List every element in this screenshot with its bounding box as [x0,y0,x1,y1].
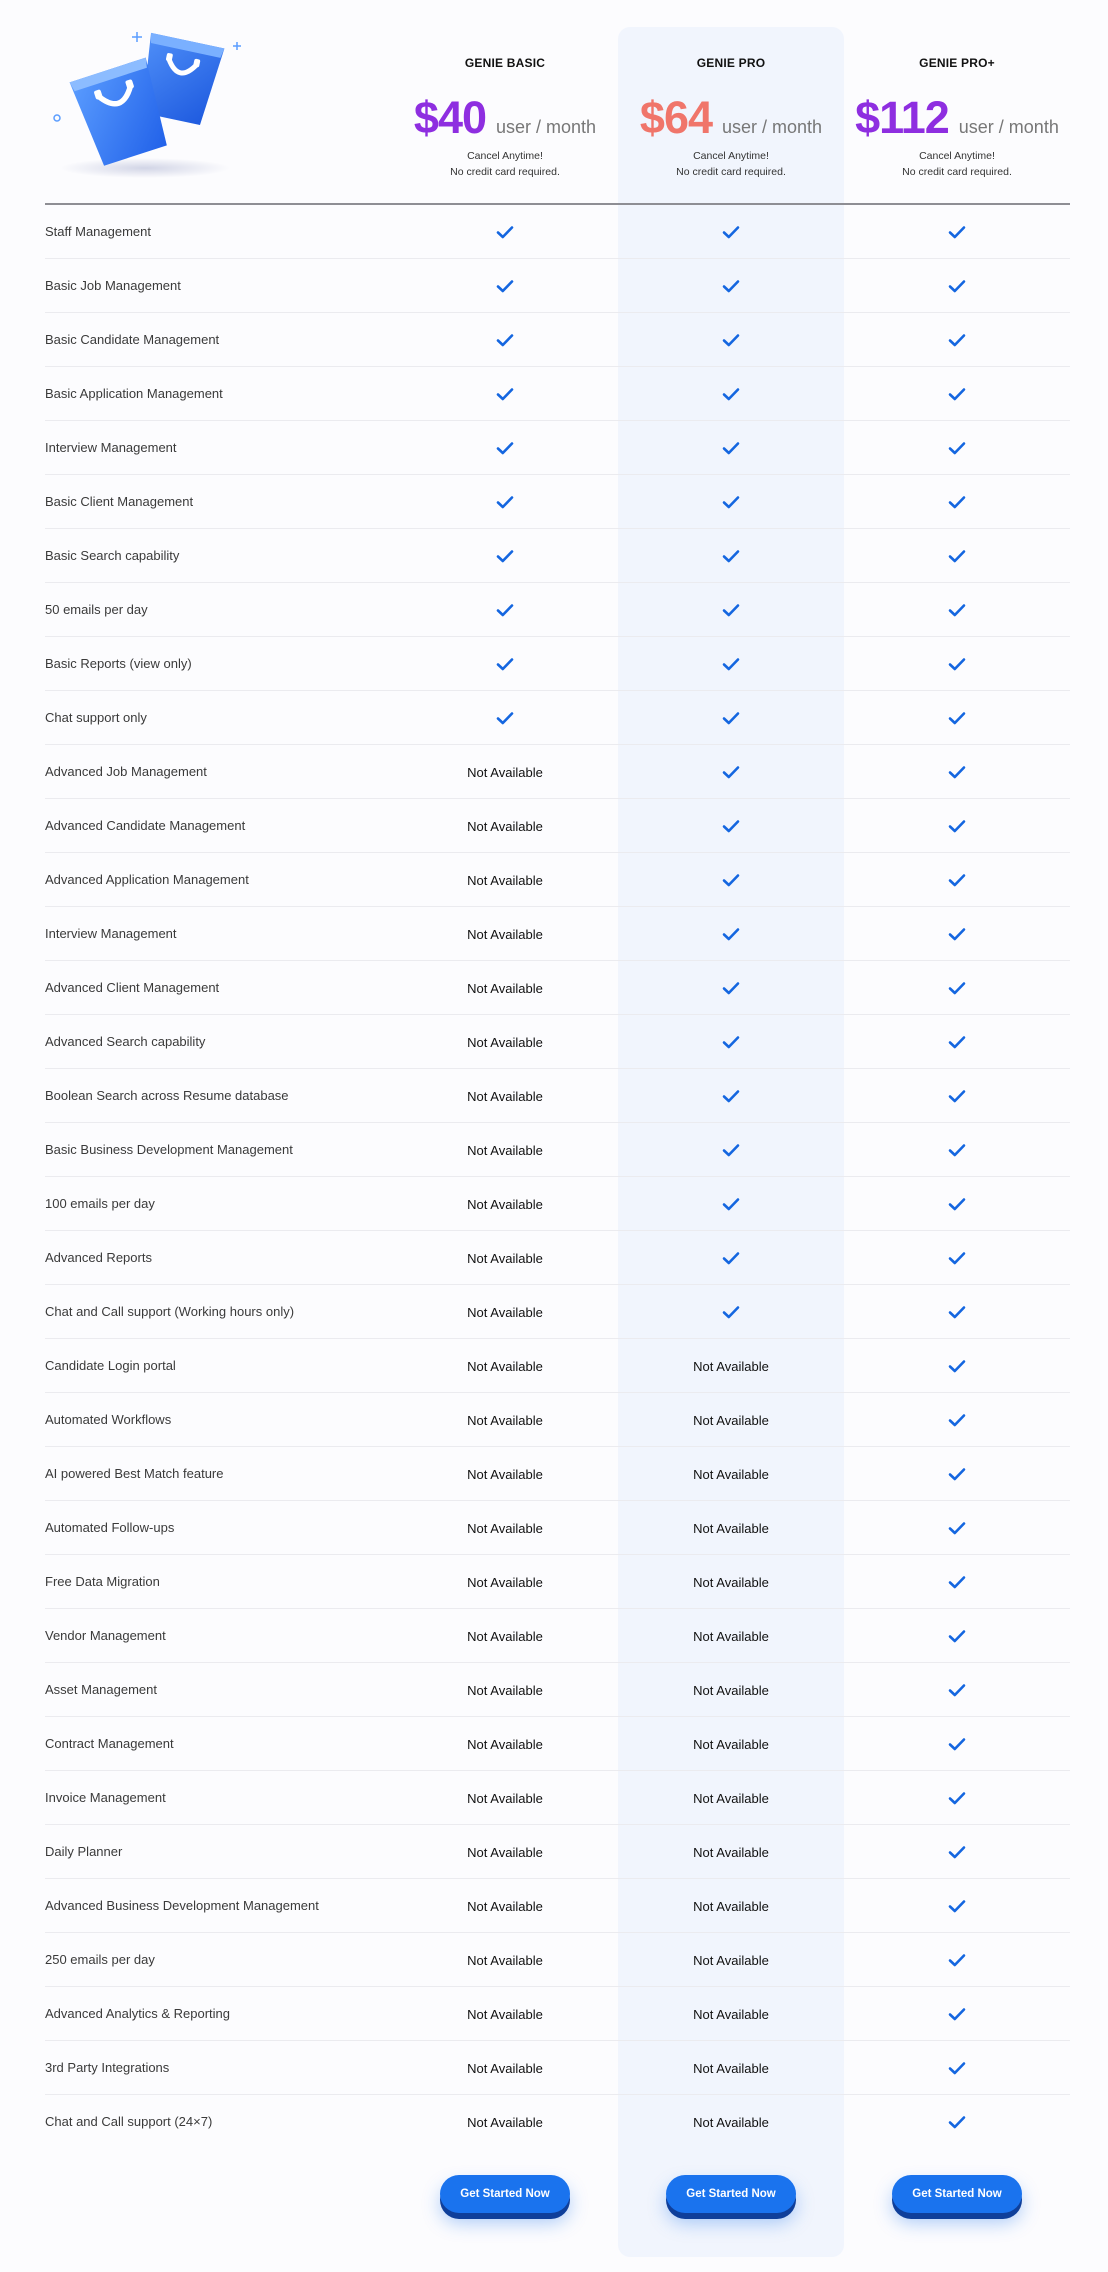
plan-name: GENIE PRO [696,56,766,70]
feature-name: 250 emails per day [45,1952,155,1967]
table-row [45,745,1070,799]
not-available-text: Not Available [693,1520,769,1536]
not-available-label [618,1879,844,1933]
check-icon [844,421,1070,475]
not-available-text: Not Available [467,1358,543,1374]
table-row [45,691,1070,745]
table-row [45,583,1070,637]
table-row [45,799,1070,853]
check-icon [844,529,1070,583]
get-started-pro-button[interactable]: Get Started Now [666,2175,796,2213]
check-icon [844,205,1070,259]
plan-name: GENIE PRO+ [919,56,995,70]
feature-name: Advanced Analytics & Reporting [45,2006,230,2021]
table-row [45,1717,1070,1771]
not-available-text: Not Available [693,2060,769,2076]
check-icon [618,907,844,961]
feature-name: Advanced Business Development Management [45,1898,319,1913]
not-available-text: Not Available [467,2060,543,2076]
not-available-label [392,1015,618,1069]
not-available-text: Not Available [467,1250,543,1266]
plan-price: $40 [413,92,487,143]
not-available-label [618,1825,844,1879]
check-icon [618,1015,844,1069]
check-icon [844,1879,1070,1933]
check-icon [844,853,1070,907]
not-available-label [392,745,618,799]
feature-name: 3rd Party Integrations [45,2060,170,2075]
not-available-text: Not Available [693,1736,769,1752]
not-available-label [392,853,618,907]
feature-name: Contract Management [45,1736,174,1751]
feature-name: Interview Management [45,926,177,941]
check-icon [618,745,844,799]
table-row [45,961,1070,1015]
not-available-label [392,1069,618,1123]
feature-name: Chat support only [45,710,147,725]
feature-name: Basic Application Management [45,386,223,401]
feature-name: Vendor Management [45,1628,166,1643]
not-available-label [392,1447,618,1501]
not-available-label [392,1339,618,1393]
table-row [45,1825,1070,1879]
not-available-text: Not Available [467,1898,543,1914]
feature-name: Automated Follow-ups [45,1520,175,1535]
check-icon [618,475,844,529]
table-row [45,1123,1070,1177]
check-icon [844,637,1070,691]
not-available-label [392,1555,618,1609]
not-available-label [618,1393,844,1447]
table-row [45,1285,1070,1339]
not-available-label [392,1123,618,1177]
plan-price-unit: user / month [958,117,1059,137]
feature-name: Basic Client Management [45,494,194,509]
check-icon [844,583,1070,637]
check-icon [844,1987,1070,2041]
check-icon [392,205,618,259]
plan-note-cancel: Cancel Anytime! [467,150,543,162]
feature-name: Daily Planner [45,1844,123,1859]
check-icon [392,313,618,367]
table-row [45,1393,1070,1447]
feature-name: Invoice Management [45,1790,166,1805]
check-icon [392,583,618,637]
table-row [45,1069,1070,1123]
feature-name: Advanced Application Management [45,872,249,887]
not-available-text: Not Available [467,1790,543,1806]
not-available-label [392,799,618,853]
check-icon [844,691,1070,745]
not-available-label [618,1717,844,1771]
table-row [45,2041,1070,2095]
not-available-text: Not Available [467,1088,543,1104]
table-row [45,637,1070,691]
not-available-text: Not Available [467,1844,543,1860]
check-icon [618,529,844,583]
not-available-label [392,907,618,961]
not-available-label [392,1825,618,1879]
table-row [45,1339,1070,1393]
not-available-label [392,1771,618,1825]
check-icon [618,367,844,421]
table-row [45,205,1070,259]
not-available-text: Not Available [693,1574,769,1590]
table-row [45,1447,1070,1501]
not-available-label [618,1339,844,1393]
feature-name: Advanced Client Management [45,980,220,995]
table-row [45,529,1070,583]
feature-name: Advanced Search capability [45,1034,206,1049]
plan-price: $64 [639,92,713,143]
check-icon [618,1285,844,1339]
check-icon [844,1285,1070,1339]
plan-note-card: No credit card required. [676,166,786,178]
not-available-label [618,1933,844,1987]
check-icon [392,421,618,475]
not-available-label [618,1663,844,1717]
not-available-label [392,2095,618,2149]
check-icon [844,745,1070,799]
not-available-text: Not Available [467,764,543,780]
check-icon [618,853,844,907]
not-available-label [392,1609,618,1663]
table-row [45,313,1070,367]
check-icon [618,583,844,637]
check-icon [392,691,618,745]
not-available-label [618,2041,844,2095]
not-available-text: Not Available [693,1466,769,1482]
check-icon [844,1609,1070,1663]
feature-name: Basic Business Development Management [45,1142,293,1157]
not-available-label [392,1987,618,2041]
not-available-text: Not Available [467,872,543,888]
not-available-text: Not Available [467,1520,543,1536]
not-available-label [618,1501,844,1555]
check-icon [392,637,618,691]
feature-name: Staff Management [45,224,151,239]
shopping-bags-illustration [45,18,255,188]
not-available-label [618,1555,844,1609]
not-available-text: Not Available [467,1034,543,1050]
not-available-label [618,2095,844,2149]
table-row [45,1501,1070,1555]
not-available-text: Not Available [693,1952,769,1968]
check-icon [844,907,1070,961]
feature-name: Chat and Call support (Working hours only) [45,1304,295,1319]
table-row [45,1771,1070,1825]
check-icon [844,1501,1070,1555]
feature-name: Basic Search capability [45,548,180,563]
not-available-text: Not Available [467,1574,543,1590]
check-icon [618,259,844,313]
not-available-text: Not Available [467,1304,543,1320]
plan-note-cancel: Cancel Anytime! [693,150,769,162]
check-icon [844,1123,1070,1177]
not-available-label [392,961,618,1015]
not-available-label [392,1879,618,1933]
check-icon [618,1231,844,1285]
not-available-label [392,1285,618,1339]
check-icon [844,1447,1070,1501]
plan-basic-header [392,30,618,180]
feature-name: Basic Job Management [45,278,181,293]
check-icon [844,1339,1070,1393]
check-icon [844,1825,1070,1879]
check-icon [844,1231,1070,1285]
check-icon [844,367,1070,421]
plan-price-unit: user / month [722,117,823,137]
not-available-text: Not Available [693,1844,769,1860]
table-row [45,853,1070,907]
not-available-text: Not Available [467,980,543,996]
table-row [45,1015,1070,1069]
table-row [45,1933,1070,1987]
table-row [45,907,1070,961]
check-icon [844,259,1070,313]
check-icon [618,799,844,853]
feature-name: Advanced Reports [45,1250,152,1265]
not-available-text: Not Available [467,1412,543,1428]
plan-note-card: No credit card required. [450,166,560,178]
check-icon [844,1015,1070,1069]
check-icon [618,421,844,475]
plan-name: GENIE BASIC [464,56,546,70]
feature-name: Automated Workflows [45,1412,172,1427]
check-icon [392,475,618,529]
feature-name: Boolean Search across Resume database [45,1088,289,1103]
not-available-label [618,1987,844,2041]
check-icon [392,259,618,313]
feature-name: 100 emails per day [45,1196,155,1211]
check-icon [844,961,1070,1015]
feature-name: 50 emails per day [45,602,148,617]
not-available-text: Not Available [467,926,543,942]
feature-name: Advanced Job Management [45,764,207,779]
table-row [45,259,1070,313]
check-icon [844,799,1070,853]
check-icon [844,2095,1070,2149]
not-available-label [392,1231,618,1285]
plan-price: $112 [855,92,949,143]
not-available-label [392,1933,618,1987]
plan-price-unit: user / month [496,117,597,137]
not-available-label [392,1177,618,1231]
table-row [45,475,1070,529]
not-available-label [392,2041,618,2095]
plan-note-card: No credit card required. [902,166,1012,178]
check-icon [844,1555,1070,1609]
check-icon [618,961,844,1015]
plan-pro-header [618,30,844,180]
check-icon [844,1663,1070,1717]
check-icon [392,529,618,583]
check-icon [618,1069,844,1123]
not-available-text: Not Available [467,1142,543,1158]
not-available-label [392,1663,618,1717]
not-available-text: Not Available [467,1952,543,1968]
check-icon [844,1393,1070,1447]
not-available-text: Not Available [693,2114,769,2130]
check-icon [844,1069,1070,1123]
get-started-basic-button[interactable]: Get Started Now [440,2175,570,2213]
check-icon [844,1717,1070,1771]
not-available-label [392,1393,618,1447]
feature-name: Free Data Migration [45,1574,160,1589]
not-available-text: Not Available [467,818,543,834]
check-icon [618,691,844,745]
not-available-text: Not Available [693,1898,769,1914]
check-icon [844,1177,1070,1231]
not-available-label [618,1609,844,1663]
check-icon [392,367,618,421]
not-available-text: Not Available [467,1196,543,1212]
feature-name: AI powered Best Match feature [45,1466,224,1481]
check-icon [844,1771,1070,1825]
feature-comparison-table [45,205,1070,2149]
not-available-text: Not Available [467,2114,543,2130]
table-row [45,2095,1070,2149]
not-available-label [392,1501,618,1555]
plan-pro-plus-header [844,30,1070,180]
check-icon [618,637,844,691]
table-row [45,1987,1070,2041]
not-available-text: Not Available [467,1682,543,1698]
check-icon [844,1933,1070,1987]
table-row [45,1177,1070,1231]
feature-name: Asset Management [45,1682,158,1697]
feature-name: Interview Management [45,440,177,455]
table-row [45,1555,1070,1609]
check-icon [618,205,844,259]
not-available-text: Not Available [693,1628,769,1644]
table-row [45,1879,1070,1933]
not-available-text: Not Available [467,1628,543,1644]
not-available-text: Not Available [467,2006,543,2022]
check-icon [844,475,1070,529]
check-icon [844,313,1070,367]
not-available-label [392,1717,618,1771]
plan-note-cancel: Cancel Anytime! [919,150,995,162]
table-row [45,1663,1070,1717]
not-available-text: Not Available [693,1790,769,1806]
not-available-text: Not Available [467,1466,543,1482]
feature-name: Basic Reports (view only) [45,656,192,671]
check-icon [844,2041,1070,2095]
not-available-text: Not Available [693,1682,769,1698]
feature-name: Basic Candidate Management [45,332,220,347]
not-available-text: Not Available [467,1736,543,1752]
table-row [45,421,1070,475]
not-available-text: Not Available [693,1412,769,1428]
check-icon [618,313,844,367]
not-available-label [618,1447,844,1501]
not-available-text: Not Available [693,2006,769,2022]
not-available-text: Not Available [693,1358,769,1374]
table-row [45,1609,1070,1663]
feature-name: Candidate Login portal [45,1358,176,1373]
feature-name: Advanced Candidate Management [45,818,246,833]
check-icon [618,1177,844,1231]
get-started-pro-plus-button[interactable]: Get Started Now [892,2175,1022,2213]
table-row [45,1231,1070,1285]
table-row [45,367,1070,421]
check-icon [618,1123,844,1177]
not-available-label [618,1771,844,1825]
feature-name: Chat and Call support (24×7) [45,2114,213,2129]
